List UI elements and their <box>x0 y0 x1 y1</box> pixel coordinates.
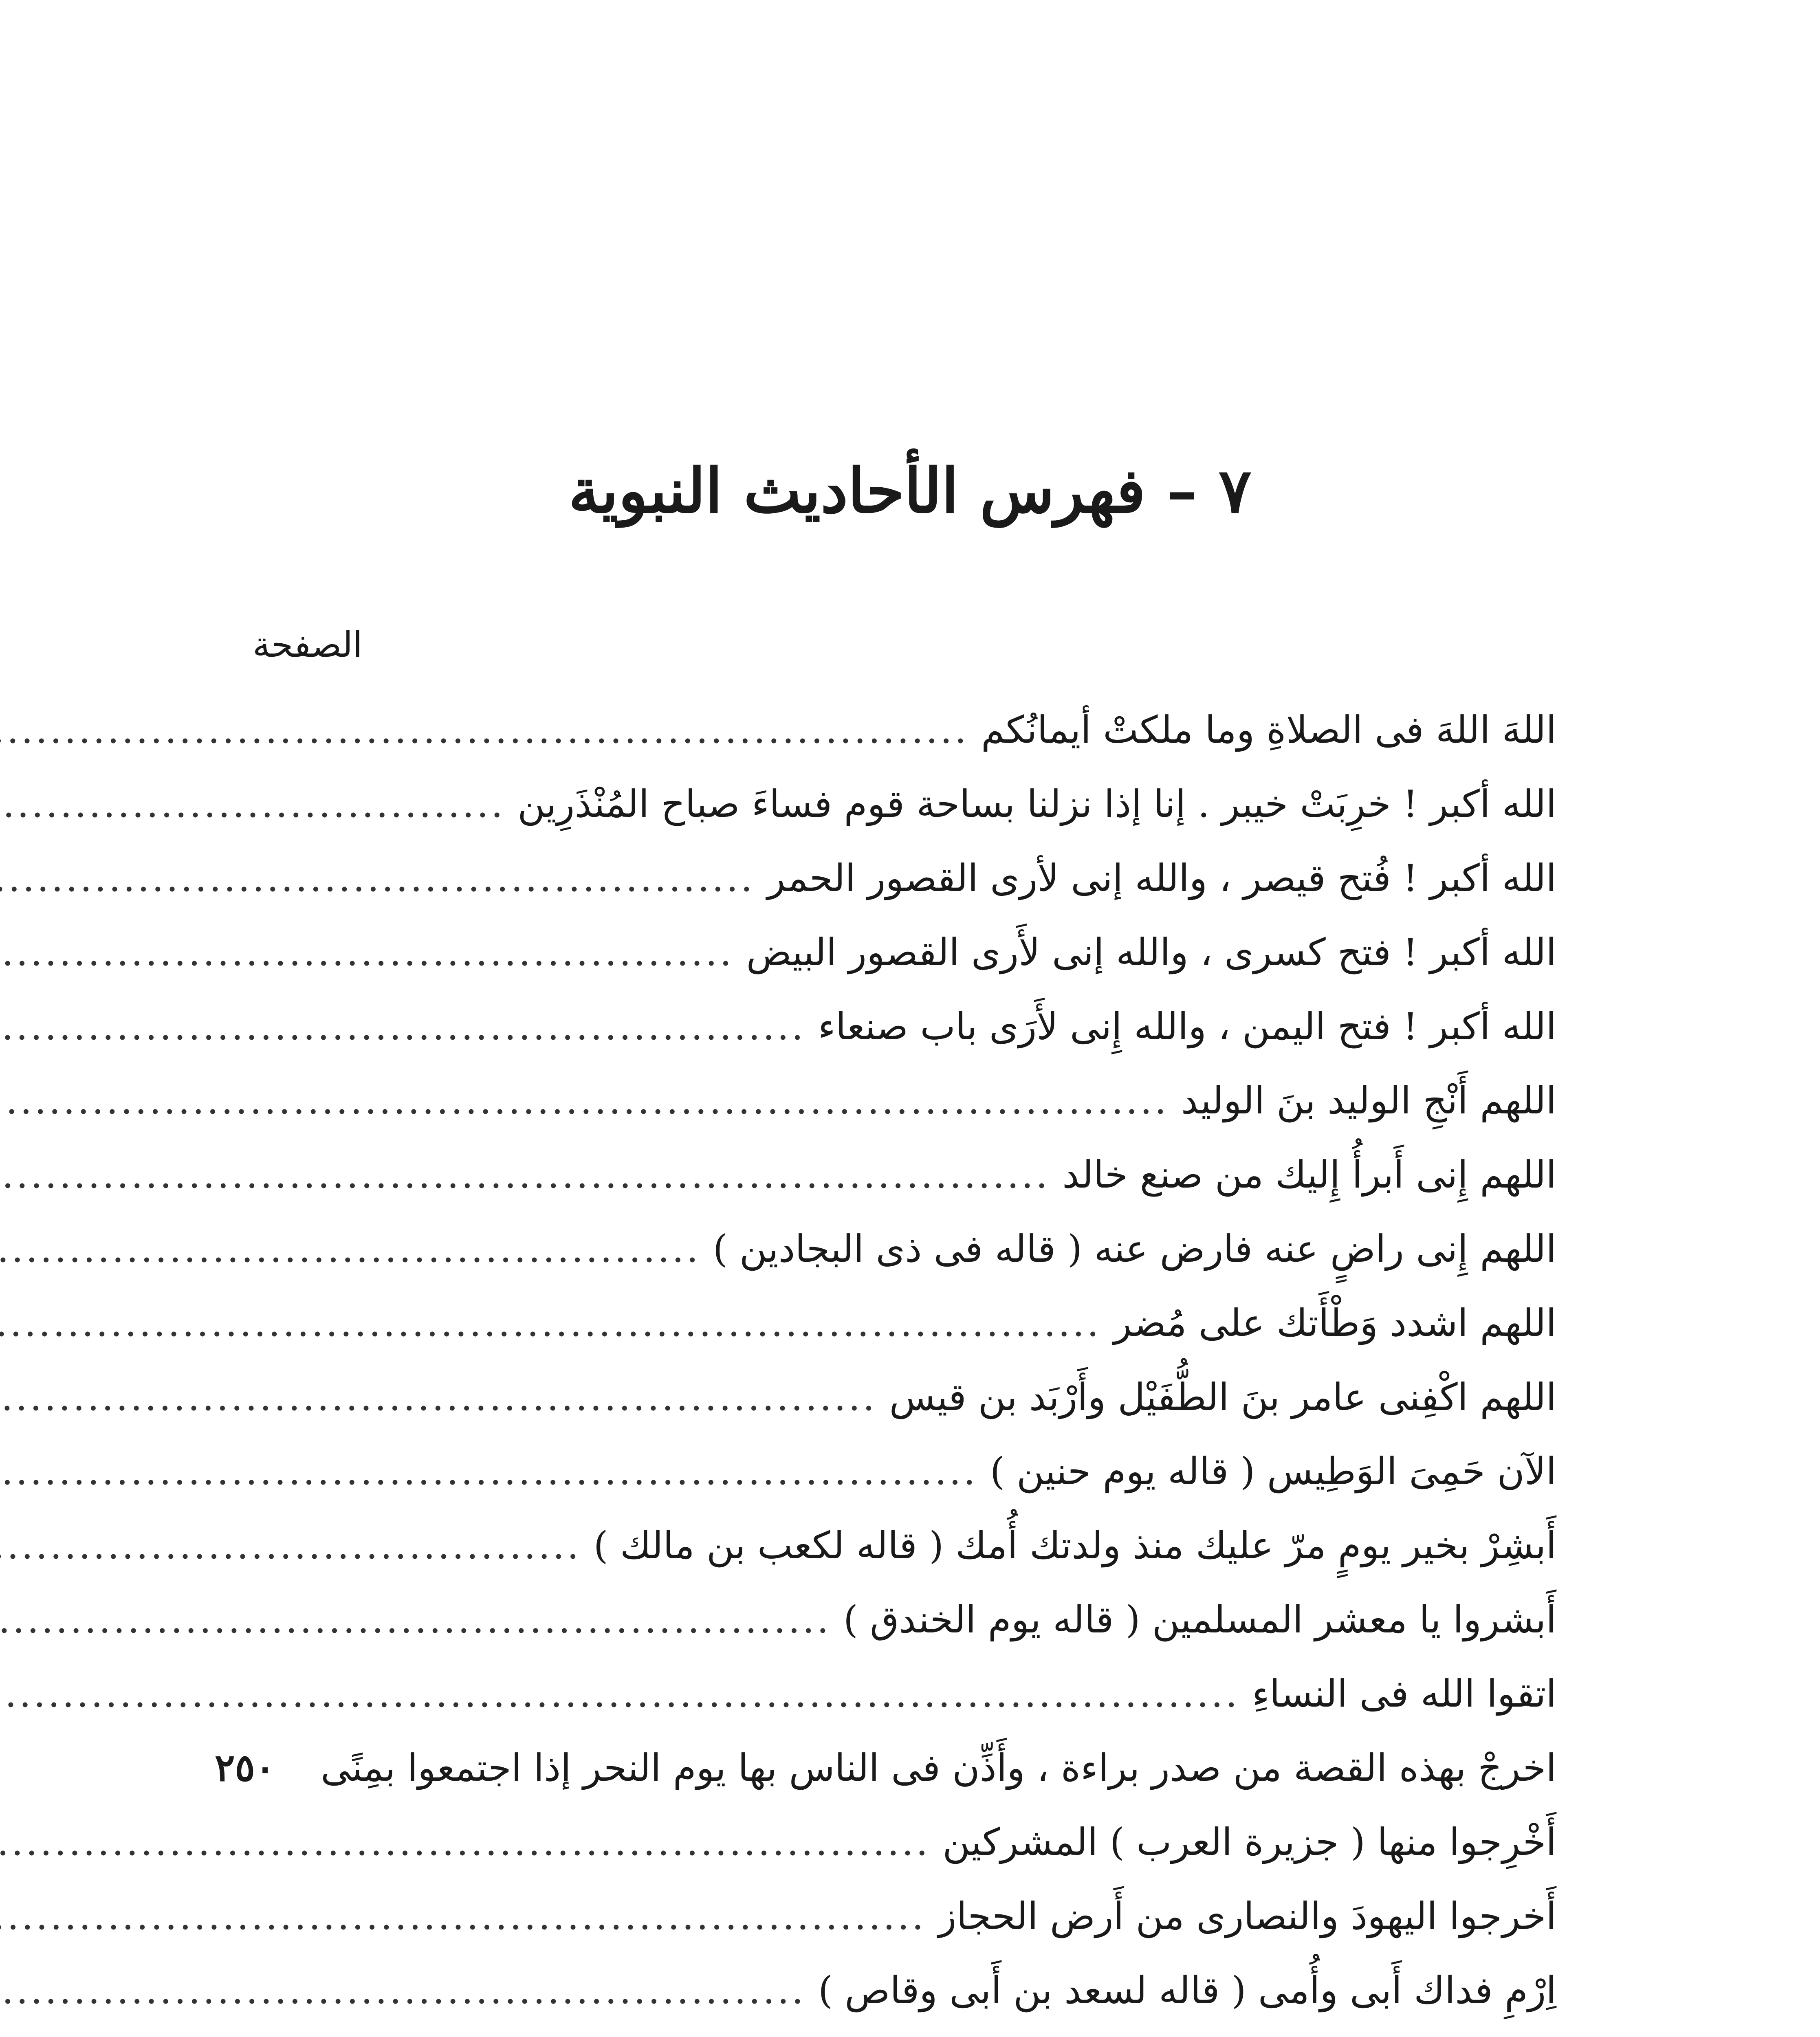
index-entry <box>244 989 1556 1063</box>
dot-leader <box>0 2028 451 2037</box>
entry-text: الله أكبر ! فتح كسرى ، والله إنى لأَرى القصور البيض <box>746 931 1556 974</box>
dot-leader <box>0 990 806 1064</box>
entry-text: الآن حَمِىَ الوَطِيس ( قاله يوم حنين ) <box>990 1450 1556 1493</box>
entry-text: الله أكبر ! خرِبَتْ خيبر . إنا إذا نزلنا بساحة قوم فساءَ صباح المُنْذَرِين <box>517 782 1556 826</box>
entry-text: اِرْمِ فداك أَبى وأُمى ( قاله لسعد بن أَبى وقاص ) <box>818 1969 1556 2012</box>
dot-leader <box>0 1879 926 1953</box>
dot-leader <box>0 693 969 767</box>
dot-leader <box>0 1509 581 1583</box>
index-entry <box>215 1731 1556 1805</box>
entry-text: أَبشروا يا معشر المسلمين ( قاله يوم الخندق ) <box>843 1598 1556 1641</box>
dot-leader <box>0 767 505 841</box>
index-entry <box>244 841 1556 915</box>
index-entry <box>244 1582 1556 1656</box>
dot-leader <box>0 1360 877 1434</box>
index-entry <box>244 915 1556 989</box>
index-entry <box>244 2027 1556 2037</box>
index-entry <box>244 1286 1556 1360</box>
dot-leader <box>0 1953 806 2028</box>
entry-text: اللهَ اللهَ فى الصلاةِ وما ملكتْ أيمانُكم <box>981 708 1556 752</box>
index-entry <box>244 1508 1556 1582</box>
index-entry <box>244 1360 1556 1434</box>
dot-leader <box>0 1212 701 1286</box>
hadith-index-list <box>215 693 1556 2037</box>
dot-leader <box>0 841 755 915</box>
page-title: ٧ – فهرس الأحاديث النبوية <box>568 455 1252 527</box>
page-column-header: الصفحة <box>253 625 363 665</box>
index-entry <box>244 1212 1556 1286</box>
dot-leader <box>0 1657 1240 1731</box>
dot-leader <box>0 1434 978 1509</box>
index-entry <box>244 693 1556 767</box>
entry-text: اللهم أَنْجِ الوليد بنَ الوليد <box>1181 1079 1556 1122</box>
entry-text: اخرجْ بهذه القصة من صدر براءة ، وأَذِّن فى الناس بها يوم النحر إذا اجتمعوا بمِنًى <box>321 1746 1556 1790</box>
entry-text: اتقوا الله فى النساءِ <box>1252 1672 1556 1716</box>
dot-leader <box>0 1286 1101 1360</box>
entry-text: أَبشِرْ بخير يومٍ مرّ عليك منذ ولدتك أُمك ( قاله لكعب بن مالك ) <box>593 1524 1556 1567</box>
index-entry <box>244 1656 1556 1731</box>
entry-page-number: ٢٥٠ <box>215 1746 275 1790</box>
entry-text: الله أكبر ! فتح اليمن ، والله إِنى لأَرَى باب صنعاء <box>818 1005 1556 1048</box>
index-entry <box>244 767 1556 841</box>
index-entry <box>244 1434 1556 1508</box>
index-entry <box>244 1953 1556 2027</box>
dot-leader <box>0 1064 1169 1138</box>
index-entry <box>244 1879 1556 1953</box>
dot-leader <box>0 1805 930 1879</box>
entry-text: اللهم إِنى راضٍ عنه فارض عنه ( قاله فى ذى البجادين ) <box>713 1227 1556 1271</box>
entry-text: اللهم اكْفِنى عامر بنَ الطُّفَيْل وأَرْبَد بن قيس <box>889 1375 1556 1419</box>
entry-text: اللهم اشدد وَطْأَتك على مُضر <box>1113 1301 1556 1345</box>
dot-leader <box>0 1583 831 1657</box>
entry-text: أَخرجوا اليهودَ والنصارى من أَرض الحجاز <box>938 1894 1556 1938</box>
entry-text: اللهم إِنى أَبرأُ إِليك من صنع خالد <box>1062 1153 1556 1197</box>
dot-leader <box>0 915 734 990</box>
entry-text: أَخْرِجوا منها ( جزيرة العرب ) المشركين <box>942 1820 1556 1864</box>
entry-text <box>463 2028 1556 2037</box>
index-entry <box>244 1805 1556 1879</box>
entry-text: الله أكبر ! فُتح قيصر ، والله إنى لأرى القصور الحمر <box>767 856 1556 900</box>
index-entry <box>244 1063 1556 1137</box>
index-entry <box>244 1137 1556 1212</box>
dot-leader <box>0 1138 1050 1212</box>
